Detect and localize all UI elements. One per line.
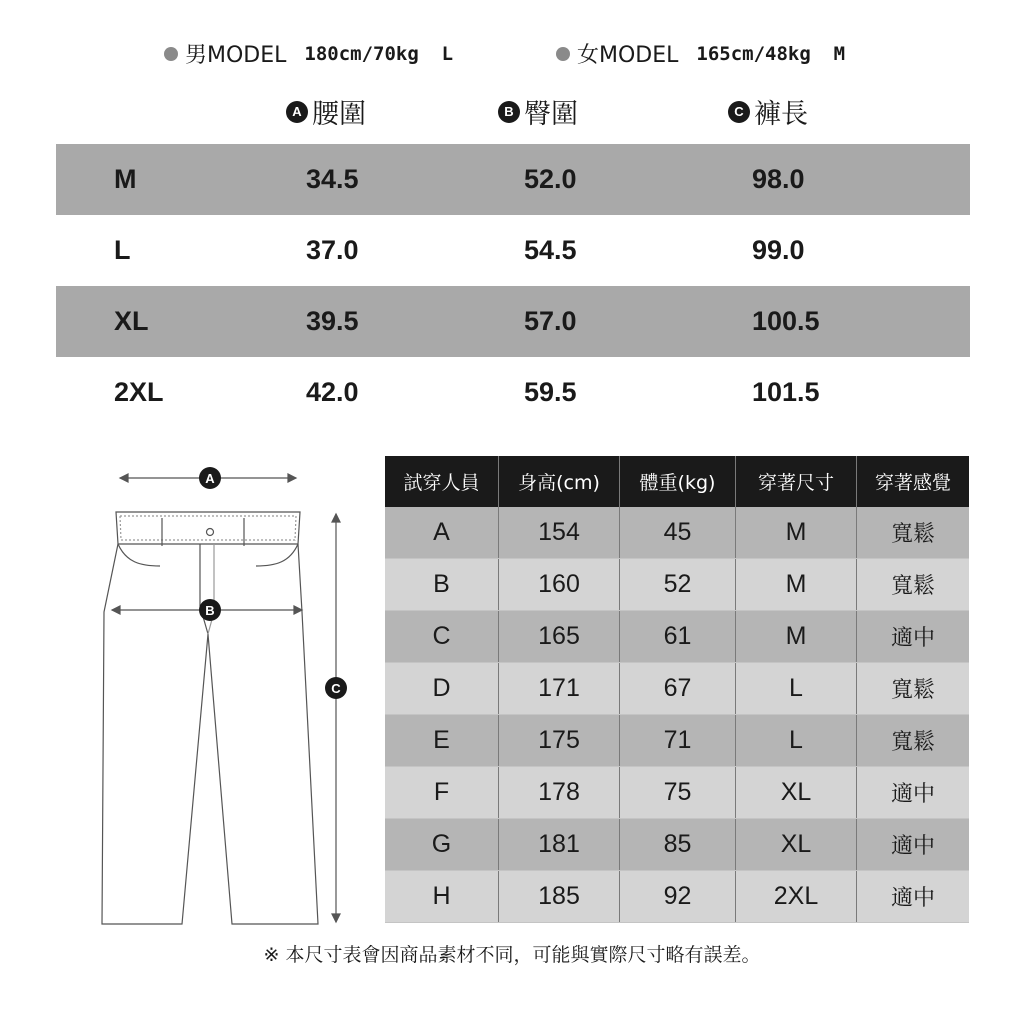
waist-value: 39.5 [306,306,359,336]
size-label: M [114,164,137,194]
column-header-length [728,92,808,131]
female-model-value: 165cm/48kg M [696,42,846,65]
length-value: 98.0 [752,164,805,194]
badge-a-icon: A [199,467,221,489]
size-label: 2XL [114,377,164,407]
male-model-value: 180cm/70kg L [304,42,454,65]
female-model-label: 女MODEL [577,43,679,68]
column-label: 腰圍 [312,99,366,130]
height-cell: 178 [499,767,620,819]
size-cell: M [736,611,857,663]
height-cell: 185 [499,871,620,923]
tester-cell: C [385,611,499,663]
fit-cell: 適中 [857,767,970,819]
pants-diagram [96,462,366,932]
tester-cell: A [385,507,499,559]
tester-cell: B [385,559,499,611]
model-info [0,38,1024,70]
disclaimer-note: ※ 本尺寸表會因商品素材不同，可能與實際尺寸略有誤差。 [263,944,761,966]
size-cell: 2XL [736,871,857,923]
height-cell: 154 [499,507,620,559]
size-cell: L [736,663,857,715]
height-cell: 165 [499,611,620,663]
pants-outline-icon [96,462,366,932]
hip-value: 52.0 [524,164,577,194]
table-row [385,871,969,923]
weight-cell: 71 [620,715,736,767]
tryon-header: 穿著尺寸 [736,456,857,507]
tryon-header: 身高(cm) [499,456,620,507]
size-cell: XL [736,767,857,819]
table-row [385,819,969,871]
fit-cell: 寬鬆 [857,663,970,715]
size-cell: XL [736,819,857,871]
hip-value: 57.0 [524,306,577,336]
size-row [56,144,970,215]
tester-cell: F [385,767,499,819]
female-model-info [556,38,845,69]
column-header-waist [286,92,366,131]
fit-cell: 寬鬆 [857,559,970,611]
weight-cell: 67 [620,663,736,715]
tryon-header: 試穿人員 [385,456,499,507]
size-label: L [114,235,131,265]
size-cell: M [736,507,857,559]
column-label: 褲長 [754,99,808,130]
fit-cell: 寬鬆 [857,507,970,559]
hip-value: 59.5 [524,377,577,407]
size-label: XL [114,306,149,336]
weight-cell: 61 [620,611,736,663]
weight-cell: 45 [620,507,736,559]
tester-cell: D [385,663,499,715]
bullet-icon [556,47,570,61]
table-row [385,507,969,559]
weight-cell: 52 [620,559,736,611]
badge-a-icon: A [286,101,308,123]
size-cell: L [736,715,857,767]
bullet-icon [164,47,178,61]
male-model-label: 男MODEL [185,43,287,68]
tester-cell: E [385,715,499,767]
height-cell: 160 [499,559,620,611]
table-row [385,715,969,767]
tryon-header: 體重(kg) [620,456,736,507]
size-cell: M [736,559,857,611]
height-cell: 181 [499,819,620,871]
length-value: 99.0 [752,235,805,265]
fit-cell: 適中 [857,819,970,871]
badge-c-icon: C [728,101,750,123]
size-row [56,215,970,286]
hip-value: 54.5 [524,235,577,265]
badge-c-icon: C [325,677,347,699]
weight-cell: 92 [620,871,736,923]
column-label: 臀圍 [524,99,578,130]
table-row [385,663,969,715]
table-row [385,559,969,611]
weight-cell: 75 [620,767,736,819]
size-chart-table [56,144,970,428]
size-row [56,357,970,428]
tryon-header: 穿著感覺 [857,456,970,507]
badge-b-icon: B [199,599,221,621]
badge-b-icon: B [498,101,520,123]
tester-cell: G [385,819,499,871]
length-value: 101.5 [752,377,820,407]
tryon-header-row [385,456,969,507]
height-cell: 171 [499,663,620,715]
waist-value: 37.0 [306,235,359,265]
length-value: 100.5 [752,306,820,336]
size-row [56,286,970,357]
waist-value: 42.0 [306,377,359,407]
tester-cell: H [385,871,499,923]
fit-cell: 適中 [857,871,970,923]
column-header-hip [498,92,578,131]
fit-cell: 寬鬆 [857,715,970,767]
weight-cell: 85 [620,819,736,871]
height-cell: 175 [499,715,620,767]
table-row [385,767,969,819]
fit-cell: 適中 [857,611,970,663]
waist-value: 34.5 [306,164,359,194]
tryon-table [385,456,969,923]
table-row [385,611,969,663]
male-model-info [164,38,453,69]
